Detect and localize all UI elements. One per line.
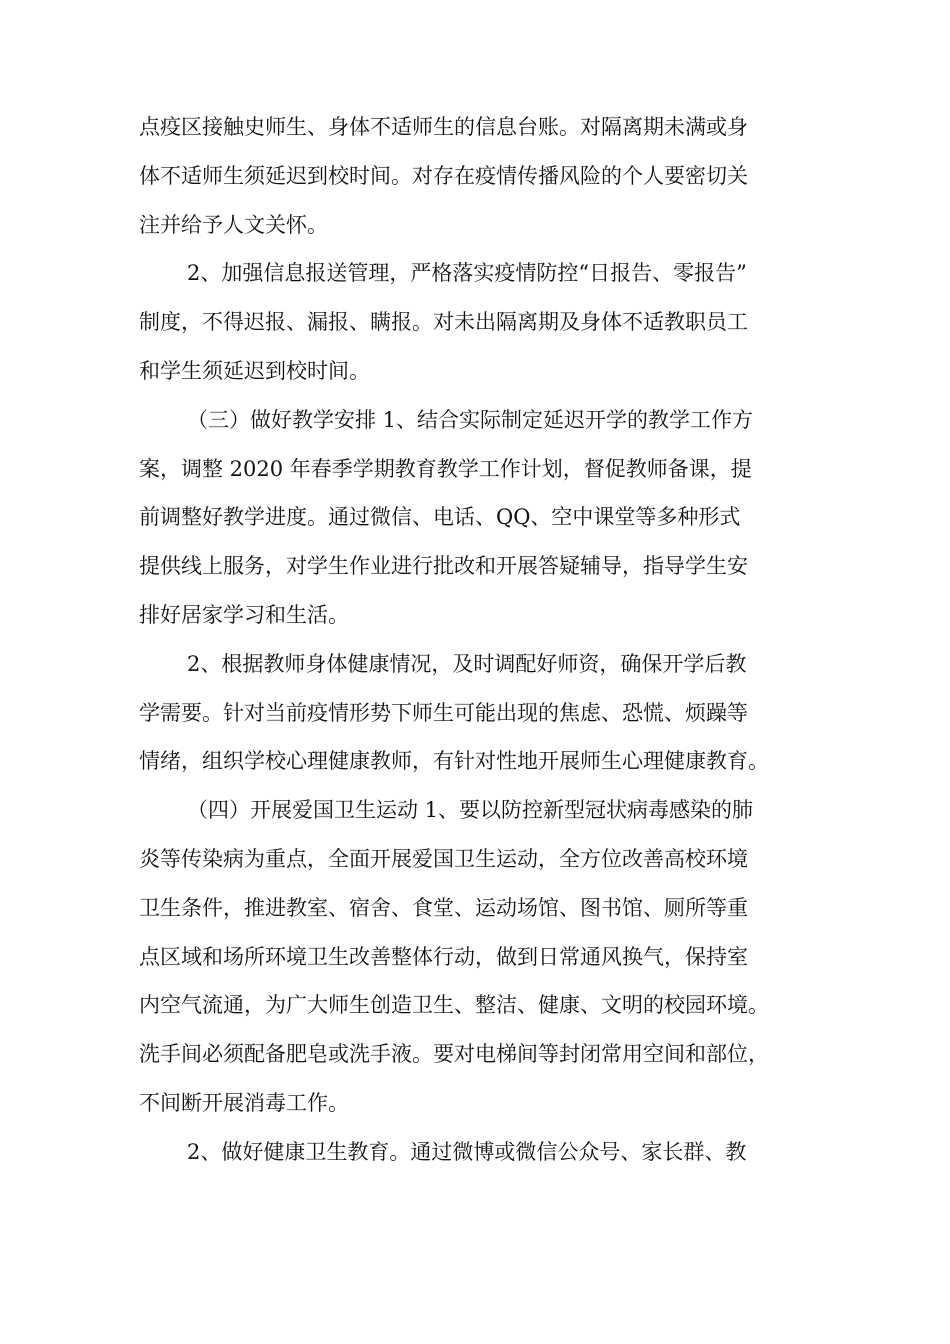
text-line: 前调整好教学进度。通过微信、电话、QQ、空中课堂等多种形式 — [139, 505, 741, 530]
text-line: 点疫区接触史师生、身体不适师生的信息台账。对隔离期未满或身 — [139, 115, 748, 139]
paragraph-first-line: 2、做好健康卫生教育。通过微博或微信公众号、家长群、教 — [187, 1139, 747, 1164]
text-line: 内空气流通，为广大师生创造卫生、整洁、健康、文明的校园环境。 — [139, 993, 769, 1018]
text-line: 卫生条件，推进教室、宿舍、食堂、运动场馆、图书馆、厕所等重 — [139, 895, 748, 920]
body-text — [139, 103, 829, 1177]
text-line: 提供线上服务，对学生作业进行批改和开展答疑辅导，指导学生安 — [139, 554, 748, 579]
text-line: 洗手间必须配备肥皂或洗手液。要对电梯间等封闭常用空间和部位， — [139, 1042, 769, 1067]
text-line: 排好居家学习和生活。 — [139, 602, 349, 627]
text-line: 不间断开展消毒工作。 — [139, 1090, 349, 1115]
text-line: 点区域和场所环境卫生改善整体行动，做到日常通风换气，保持室 — [139, 944, 748, 969]
paragraph-first-line: 2、根据教师身体健康情况，及时调配好师资，确保开学后教 — [187, 651, 747, 676]
text-line: 注并给予人文关怀。 — [139, 212, 328, 237]
text-line: 和学生须延迟到校时间。 — [139, 358, 370, 383]
text-line: 制度，不得迟报、漏报、瞒报。对未出隔离期及身体不适教职员工 — [139, 310, 748, 335]
text-line: 学需要。针对当前疫情形势下师生可能出现的焦虑、恐慌、烦躁等 — [139, 700, 748, 725]
text-line: 炎等传染病为重点，全面开展爱国卫生运动，全方位改善高校环境 — [139, 846, 748, 871]
section-heading-line: （四）开展爱国卫生运动 1、要以防控新型冠状病毒感染的肺 — [187, 798, 754, 823]
text-line: 情绪，组织学校心理健康教师，有针对性地开展师生心理健康教育。 — [139, 749, 769, 774]
text-line: 案，调整 2020 年春季学期教育教学工作计划，督促教师备课，提 — [139, 456, 752, 481]
section-heading-line: （三）做好教学安排 1、结合实际制定延迟开学的教学工作方 — [187, 407, 754, 432]
paragraph-first-line: 2、加强信息报送管理，严格落实疫情防控“日报告、零报告” — [187, 261, 747, 286]
text-line: 体不适师生须延迟到校时间。对存在疫情传播风险的个人要密切关 — [139, 163, 748, 188]
